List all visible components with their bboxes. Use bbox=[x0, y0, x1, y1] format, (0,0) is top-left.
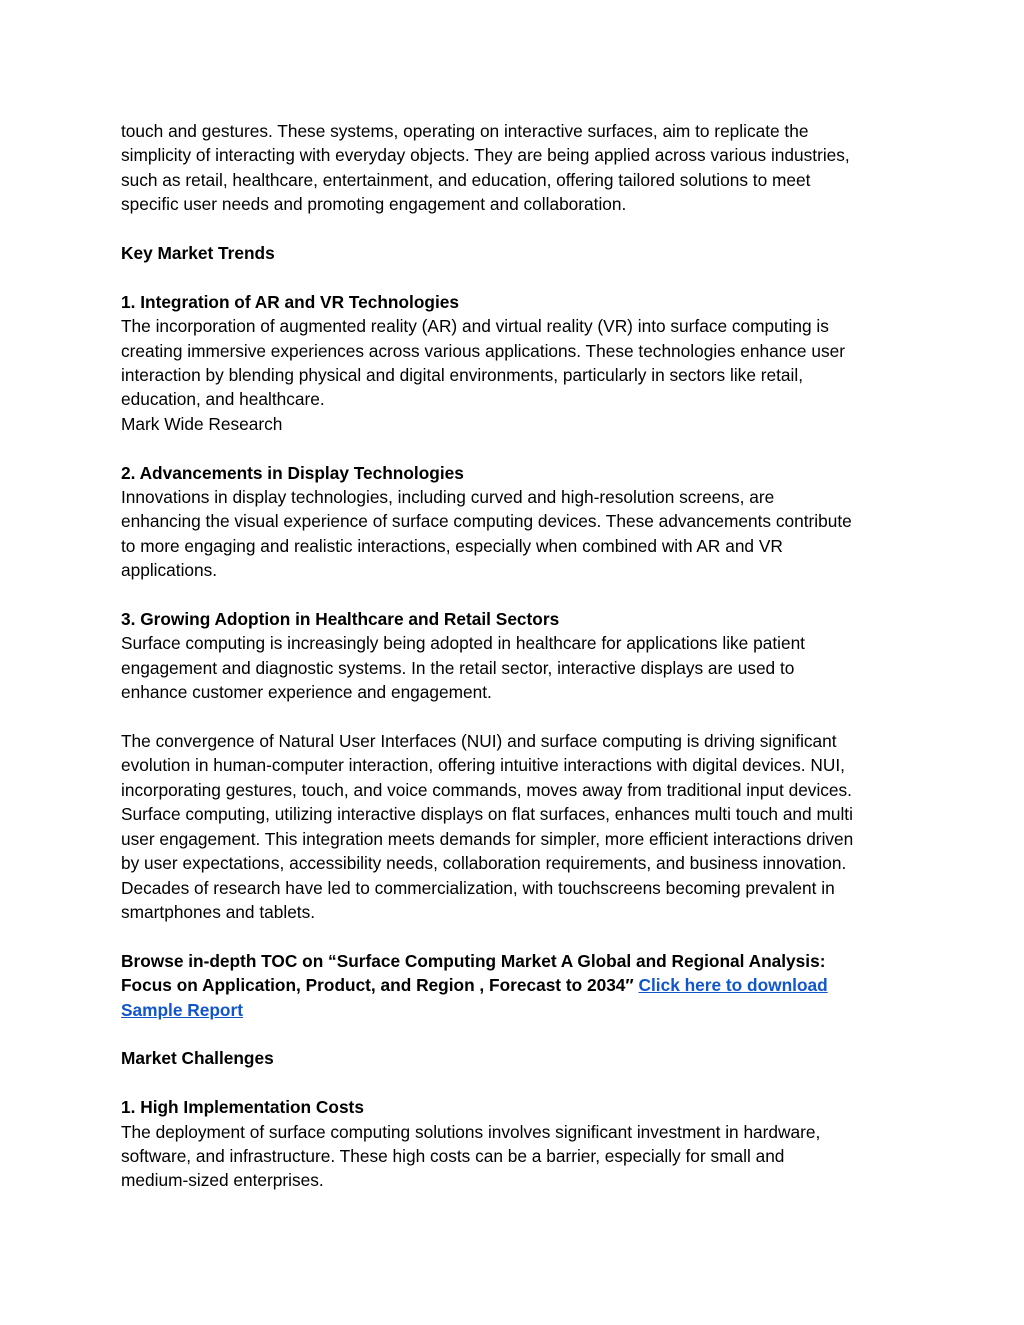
browse-line-with-link bbox=[121, 973, 911, 997]
challenges-heading: Market Challenges bbox=[121, 1048, 274, 1069]
text-line: Surface computing, utilizing interactive displays on flat surfaces, enhances multi touch and multi bbox=[121, 804, 853, 825]
trend-2-section bbox=[121, 461, 911, 583]
text-line: touch and gestures. These systems, operating on interactive surfaces, aim to replicate the bbox=[121, 121, 809, 141]
trend-3-section bbox=[121, 607, 911, 705]
challenge-1-section bbox=[121, 1095, 911, 1193]
trend-1-section bbox=[121, 290, 911, 436]
text-line: The deployment of surface computing solutions involves significant investment in hardware, bbox=[121, 1121, 821, 1142]
browse-toc-paragraph bbox=[121, 949, 911, 1022]
text-line: medium-sized enterprises. bbox=[121, 1170, 324, 1191]
text-line: enhance customer experience and engagement. bbox=[121, 682, 492, 703]
text-line: interaction by blending physical and digital environments, particularly in sectors like retail, bbox=[121, 365, 803, 386]
text-line: The incorporation of augmented reality (AR) and virtual reality (VR) into surface computing is bbox=[121, 316, 829, 337]
text-line: The convergence of Natural User Interfaces (NUI) and surface computing is driving significant bbox=[121, 731, 837, 752]
text-line: Decades of research have led to commercialization, with touchscreens becoming prevalent in bbox=[121, 877, 835, 898]
document-page bbox=[121, 119, 911, 1217]
text-line: simplicity of interacting with everyday objects. They are being applied across various industries, bbox=[121, 145, 850, 166]
text-line: software, and infrastructure. These high costs can be a barrier, especially for small and bbox=[121, 1145, 785, 1166]
text-line: applications. bbox=[121, 560, 218, 581]
browse-line: Browse in-depth TOC on “Surface Computing Market A Global and Regional Analysis: bbox=[121, 950, 826, 971]
browse-line bbox=[121, 998, 911, 1022]
intro-paragraph bbox=[121, 119, 911, 217]
trend-2-title: 2. Advancements in Display Technologies bbox=[121, 462, 464, 483]
text-line: education, and healthcare. bbox=[121, 389, 325, 410]
text-line: evolution in human-computer interaction, offering intuitive interactions with digital devices. NUI, bbox=[121, 755, 845, 776]
convergence-paragraph bbox=[121, 729, 911, 924]
browse-line-text: Focus on Application, Product, and Region , Forecast to 2034″ bbox=[121, 975, 639, 996]
text-line: creating immersive experiences across various applications. These technologies enhance user bbox=[121, 340, 845, 361]
trends-heading: Key Market Trends bbox=[121, 243, 275, 264]
source-attribution: Mark Wide Research bbox=[121, 413, 283, 434]
text-line: Surface computing is increasingly being adopted in healthcare for applications like patient bbox=[121, 633, 805, 654]
text-line: user engagement. This integration meets demands for simpler, more efficient interactions driven bbox=[121, 828, 854, 849]
challenge-1-title: 1. High Implementation Costs bbox=[121, 1097, 364, 1118]
text-line: engagement and diagnostic systems. In the retail sector, interactive displays are used to bbox=[121, 657, 795, 678]
text-line: smartphones and tablets. bbox=[121, 901, 316, 922]
download-sample-link-continued[interactable]: Sample Report bbox=[121, 999, 243, 1020]
trend-1-title: 1. Integration of AR and VR Technologies bbox=[121, 291, 459, 312]
text-line: specific user needs and promoting engagement and collaboration. bbox=[121, 194, 627, 215]
trend-3-title: 3. Growing Adoption in Healthcare and Retail Sectors bbox=[121, 609, 560, 630]
text-line: enhancing the visual experience of surface computing devices. These advancements contribute bbox=[121, 511, 852, 532]
text-line: by user expectations, accessibility needs, collaboration requirements, and business innovation. bbox=[121, 853, 847, 874]
text-line: incorporating gestures, touch, and voice commands, moves away from traditional input devices. bbox=[121, 779, 852, 800]
download-sample-link[interactable]: Click here to download bbox=[638, 975, 828, 996]
text-line: to more engaging and realistic interactions, especially when combined with AR and VR bbox=[121, 535, 783, 556]
text-line: such as retail, healthcare, entertainment, and education, offering tailored solutions to meet bbox=[121, 169, 811, 190]
text-line: Innovations in display technologies, including curved and high-resolution screens, are bbox=[121, 487, 775, 508]
